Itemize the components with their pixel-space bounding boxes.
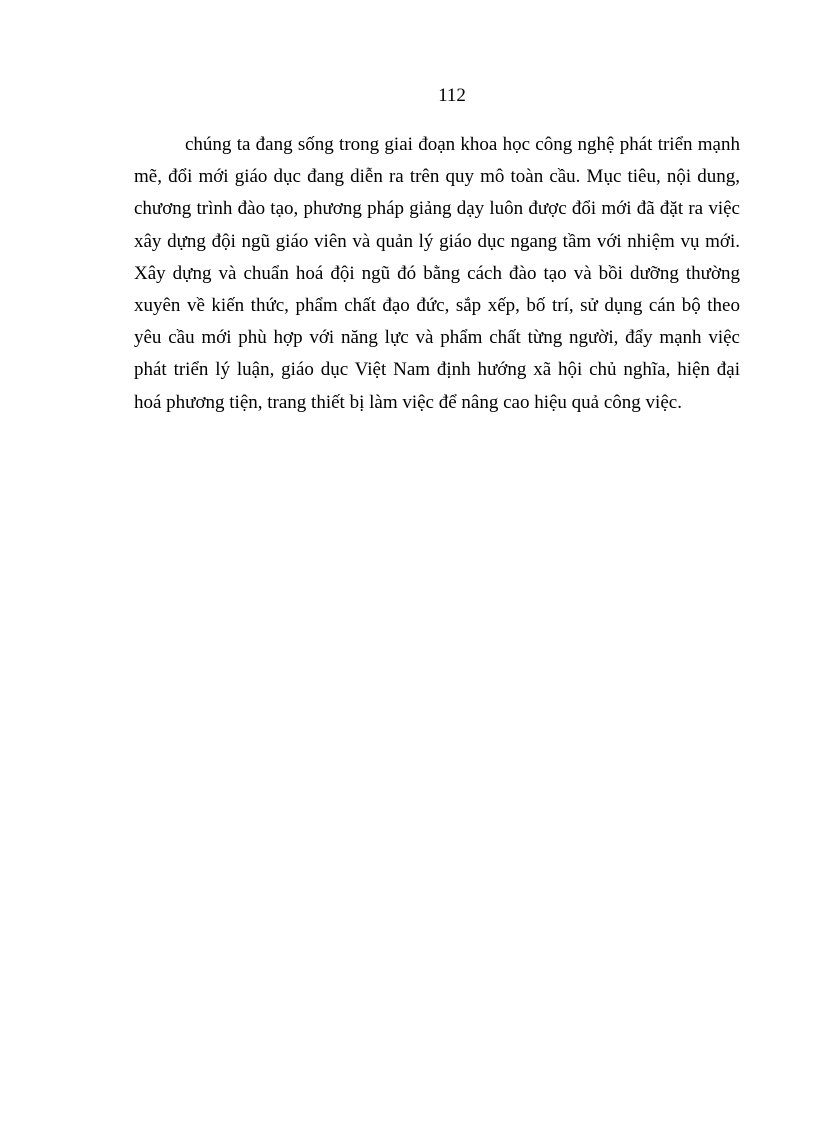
body-paragraph: chúng ta đang sống trong giai đoạn khoa học công nghệ phát triển mạnh mẽ, đổi mới giáo dục đang diễn ra trên quy mô toàn cầu. Mục tiêu, nội dung, chương trình đào tạo, phương pháp giảng dạy luôn được đổi mới đã đặt ra việc xây dựng đội ngũ giáo viên và quản lý giáo dục ngang tầm với nhiệm vụ mới. Xây dựng và chuẩn hoá đội ngũ đó bằng cách đào tạo và bồi dưỡng thường xuyên về kiến thức, phẩm chất đạo đức, sắp xếp, bố trí, sử dụng cán bộ theo yêu cầu mới phù hợp với năng lực và phẩm chất từng người, đẩy mạnh việc phát triển lý luận, giáo dục Việt Nam định hướng xã hội chủ nghĩa, hiện đại hoá phương tiện, trang thiết bị làm việc để nâng cao hiệu quả công việc. <box>134 134 740 413</box>
page-number: 112 <box>438 85 466 106</box>
